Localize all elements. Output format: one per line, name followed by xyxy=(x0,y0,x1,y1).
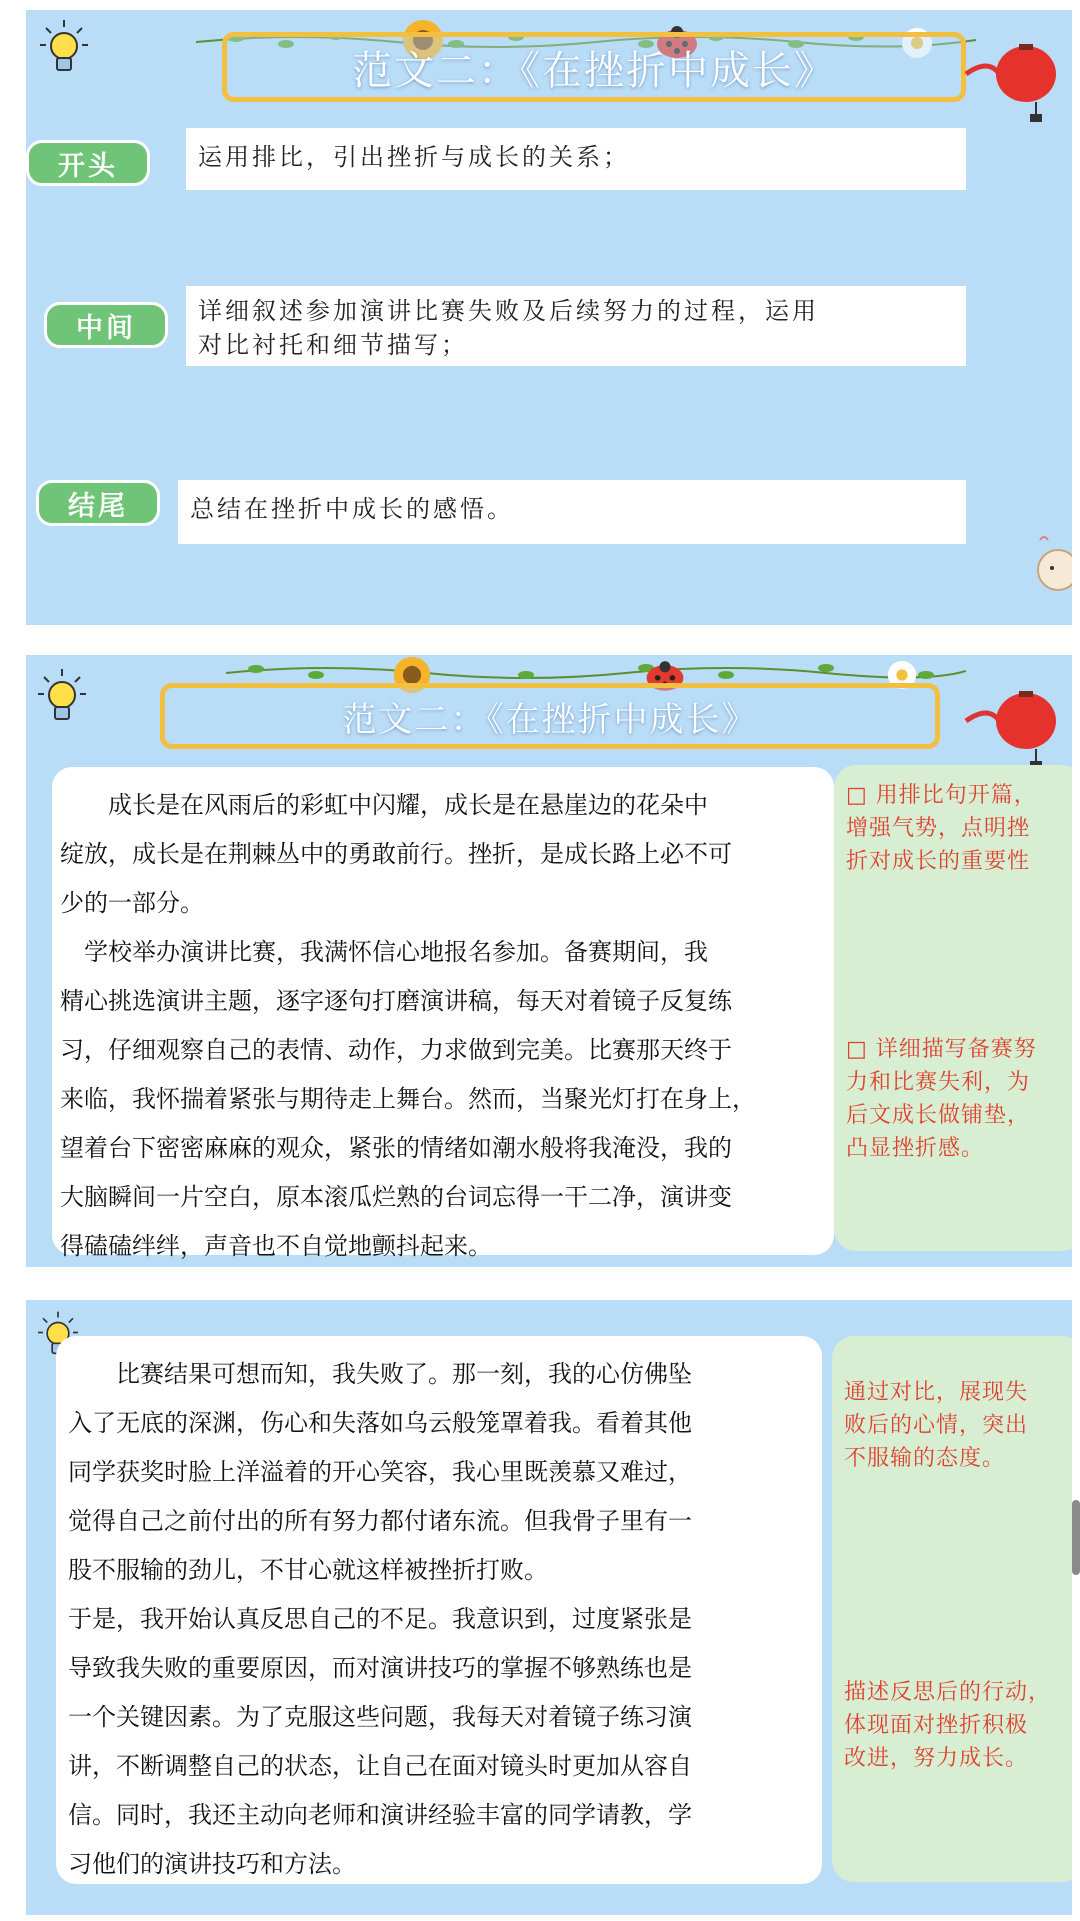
essay-line: 习他们的演讲技巧和方法。 xyxy=(68,1850,356,1878)
slide-outline xyxy=(26,10,1072,625)
annotation-note: 通过对比，展现失 败后的心情，突出 不服输的态度。 xyxy=(844,1380,1029,1471)
essay-line: 股不服输的劲儿，不甘心就这样被挫折打败。 xyxy=(68,1556,548,1584)
essay-line: 比赛结果可想而知，我失败了。那一刻，我的心仿佛坠 xyxy=(116,1360,692,1388)
essay-line: 精心挑选演讲主题，逐字逐句打磨演讲稿，每天对着镜子反复练 xyxy=(60,987,732,1015)
essay-line: 一个关键因素。为了克服这些问题，我每天对着镜子练习演 xyxy=(68,1703,692,1731)
essay-line: 导致我失败的重要原因，而对演讲技巧的掌握不够熟练也是 xyxy=(68,1654,692,1682)
essay-line: 来临，我怀揣着紧张与期待走上舞台。然而，当聚光灯打在身上， xyxy=(60,1085,756,1113)
essay-line: 少的一部分。 xyxy=(60,889,204,917)
slide-essay-part2 xyxy=(26,1300,1072,1915)
scrollbar-thumb[interactable] xyxy=(1072,1500,1080,1575)
essay-line: 得磕磕绊绊，声音也不自觉地颤抖起来。 xyxy=(60,1232,492,1260)
lightbulb-icon xyxy=(36,667,88,727)
title-frame xyxy=(222,32,966,102)
essay-line: 信。同时，我还主动向老师和演讲经验丰富的同学请教，学 xyxy=(68,1801,692,1829)
essay-line: 习，仔细观察自己的表情、动作，力求做到完美。比赛那天终于 xyxy=(60,1036,732,1064)
essay-line: 大脑瞬间一片空白，原本滚瓜烂熟的台词忘得一干二净，演讲变 xyxy=(60,1183,732,1211)
opening-description: 运用排比，引出挫折与成长的关系； xyxy=(186,128,966,190)
lantern-icon xyxy=(964,34,1064,124)
essay-line: 同学获奖时脸上洋溢着的开心笑容，我心里既羡慕又难过， xyxy=(68,1458,692,1486)
annotation-note: □ 用排比句开篇， 增强气势，点明挫 折对成长的重要性 xyxy=(846,783,1037,874)
annotation-panel xyxy=(834,765,1072,1251)
essay-line: 入了无底的深渊，伤心和失落如乌云般笼罩着我。看着其他 xyxy=(68,1409,692,1437)
essay-line: 讲，不断调整自己的状态，让自己在面对镜头时更加从容自 xyxy=(68,1752,692,1780)
slide-essay-part1 xyxy=(26,655,1072,1267)
cartoon-sheep-decoration xyxy=(1030,530,1072,610)
annotation-panel xyxy=(832,1336,1072,1882)
tag-middle: 中间 xyxy=(44,302,168,348)
essay-line: 觉得自己之前付出的所有努力都付诸东流。但我骨子里有一 xyxy=(68,1507,692,1535)
lightbulb-icon xyxy=(38,18,90,78)
annotation-note: □ 详细描写备赛努 力和比赛失利，为 后文成长做铺垫， 凸显挫折感。 xyxy=(846,1037,1037,1161)
lantern-icon xyxy=(964,681,1064,771)
title-frame xyxy=(160,683,940,749)
essay-text-box xyxy=(52,767,834,1260)
essay-line: 成长是在风雨后的彩虹中闪耀，成长是在悬崖边的花朵中 xyxy=(108,791,708,819)
essay-text-box xyxy=(56,1336,822,1884)
flower-vine-decoration xyxy=(226,659,966,685)
page-title: 范文二：《在挫折中成长》 xyxy=(352,47,836,94)
essay-line: 于是，我开始认真反思自己的不足。我意识到，过度紧张是 xyxy=(68,1605,692,1633)
middle-description: 详细叙述参加演讲比赛失败及后续努力的过程，运用 对比衬托和细节描写； xyxy=(186,286,966,366)
annotation-note: 描述反思后的行动， 体现面对挫折积极 改进，努力成长。 xyxy=(844,1680,1052,1771)
essay-line: 学校举办演讲比赛，我满怀信心地报名参加。备赛期间，我 xyxy=(84,938,708,966)
ending-description: 总结在挫折中成长的感悟。 xyxy=(178,480,966,544)
tag-opening: 开头 xyxy=(26,140,150,186)
essay-line: 绽放，成长是在荆棘丛中的勇敢前行。挫折，是成长路上必不可 xyxy=(60,840,732,868)
essay-line: 望着台下密密麻麻的观众，紧张的情绪如潮水般将我淹没，我的 xyxy=(60,1134,732,1162)
tag-ending: 结尾 xyxy=(36,480,160,526)
page-title: 范文二：《在挫折中成长》 xyxy=(342,699,758,740)
